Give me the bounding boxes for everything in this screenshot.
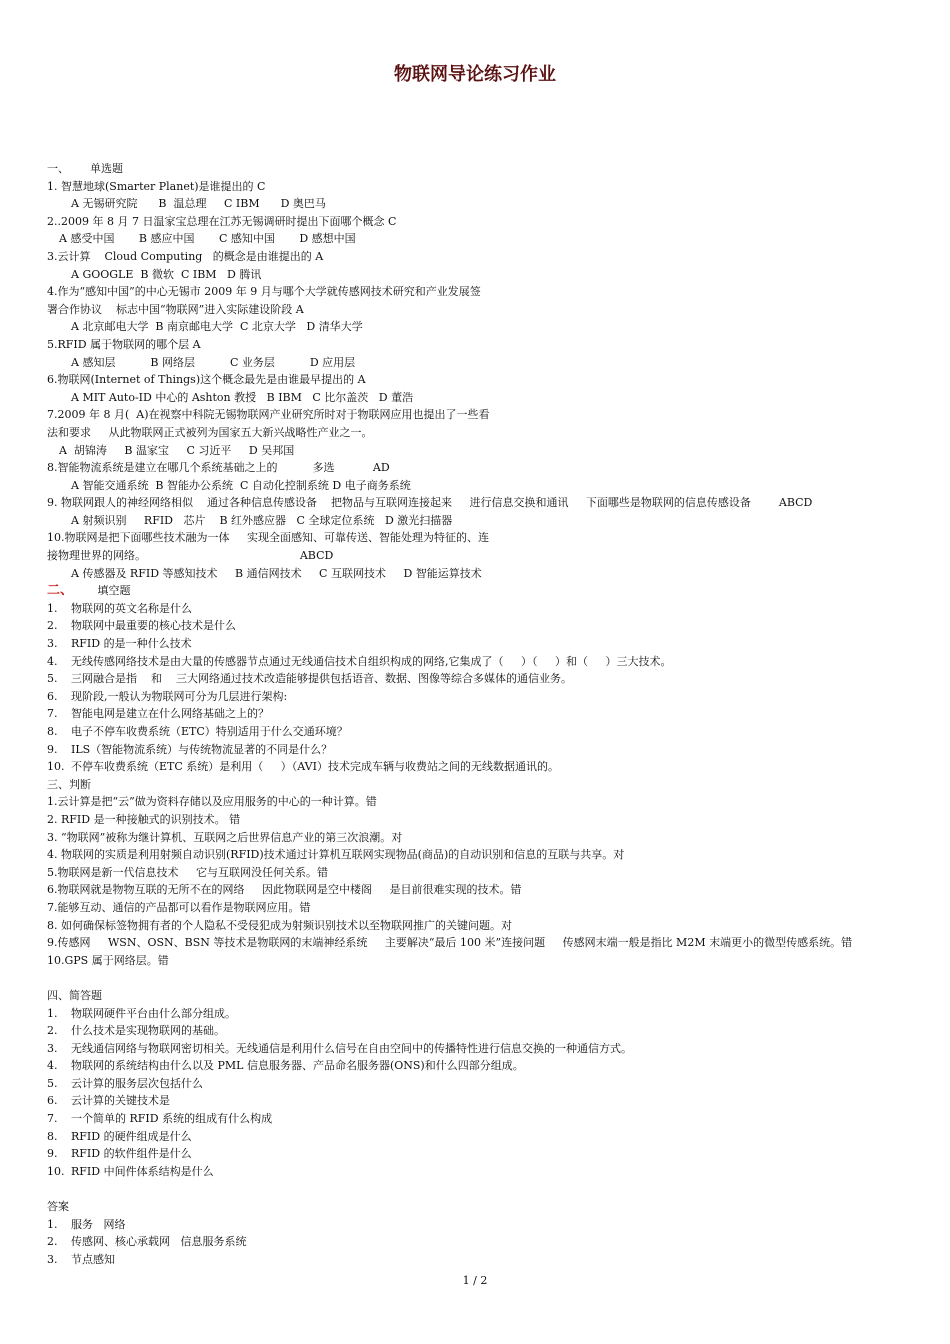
- fill-item: 4. 无线传感网络技术是由大量的传感器节点通过无线通信技术自组织构成的网络,它集成了（ ）（ ）和（ ）三大技术。: [47, 654, 672, 668]
- question-7-line1: 7.2009 年 8 月( A)在视察中科院无锡物联网产业研究所时对于物联网应用也提出了一些看: [47, 408, 490, 422]
- question-4-line1: 4.作为“感知中国”的中心无锡市 2009 年 9 月与哪个大学就传感网技术研究和产业发展签: [47, 285, 481, 299]
- fill-item: 8. 电子不停车收费系统（ETC）特别适用于什么交通环境？: [47, 725, 348, 738]
- question-9-options: A 射频识别 RFID 芯片 B 红外感应器 C 全球定位系统 D 激光扫描器: [71, 513, 453, 527]
- answers-header: 答案: [47, 1200, 69, 1214]
- judge-item: 7.能够互动、通信的产品都可以看作是物联网应用。错: [47, 900, 311, 914]
- question-5-options: A 感知层 B 网络层 C 业务层 D 应用层: [71, 355, 356, 369]
- question-8: 8.智能物流系统是建立在哪几个系统基础之上的 多选 AD: [47, 461, 390, 475]
- short-answer-item: 4. 物联网的系统结构由什么以及 PML 信息服务器、产品命名服务器(ONS)和什么四部分组成。: [47, 1059, 524, 1073]
- question-10-line2: 接物理世界的网络。 ABCD: [47, 549, 334, 563]
- fill-item: 6. 现阶段,一般认为物联网可分为几层进行架构:: [47, 689, 288, 703]
- question-2: 2..2009 年 8 月 7 日温家宝总理在江苏无锡调研时提出下面哪个概念 C: [47, 214, 397, 228]
- judge-item: 9.传感网 WSN、OSN、BSN 等技术是物联网的末端神经系统 主要解决“最后 100 米”连接问题 传感网末端一般是指比 M2M 末端更小的微型传感系统。错: [47, 936, 853, 950]
- spacer: [47, 1180, 927, 1198]
- spacer: [47, 969, 927, 987]
- page-title: 物联网导论练习作业: [394, 64, 556, 85]
- section-2-mark: 二、: [47, 583, 74, 599]
- question-8-options: A 智能交通系统 B 智能办公系统 C 自动化控制系统 D 电子商务系统: [71, 478, 411, 492]
- judge-item: 2. RFID 是一种接触式的识别技术。 错: [47, 812, 241, 826]
- section-4-header: 四、简答题: [47, 988, 102, 1002]
- question-1-options: A 无锡研究院 B 温总理 C IBM D 奥巴马: [71, 197, 326, 211]
- short-answer-item: 2. 什么技术是实现物联网的基础。: [47, 1024, 225, 1038]
- judge-item: 8. 如何确保标签物拥有者的个人隐私不受侵犯成为射频识别技术以至物联网推广的关键问题。对: [47, 918, 512, 932]
- question-3: 3.云计算 Cloud Computing 的概念是由谁提出的 A: [47, 249, 324, 263]
- fill-item: 9. ILS（智能物流系统）与传统物流显著的不同是什么？: [47, 742, 333, 756]
- fill-item: 2. 物联网中最重要的核心技术是什么: [47, 619, 236, 633]
- question-4-options: A 北京邮电大学 B 南京邮电大学 C 北京大学 D 清华大学: [71, 320, 363, 334]
- judge-item: 5.物联网是新一代信息技术 它与互联网没任何关系。错: [47, 865, 328, 879]
- section-2-header: [47, 582, 927, 600]
- answer-item: 2. 传感网、核心承载网 信息服务系统: [47, 1235, 247, 1249]
- answer-item: 1. 服务 网络: [47, 1217, 126, 1231]
- short-answer-item: 10. RFID 中间件体系结构是什么: [47, 1164, 214, 1178]
- question-5: 5.RFID 属于物联网的哪个层 A: [47, 337, 201, 351]
- fill-item: 1. 物联网的英文名称是什么: [47, 601, 192, 615]
- short-answer-item: 6. 云计算的关键技术是: [47, 1094, 170, 1108]
- question-7-line2: 法和要求 从此物联网正式被列为国家五大新兴战略性产业之一。: [47, 425, 373, 439]
- short-answer-item: 8. RFID 的硬件组成是什么: [47, 1129, 192, 1143]
- judge-item: 1.云计算是把“云”做为资料存储以及应用服务的中心的一种计算。错: [47, 795, 377, 809]
- question-2-options: A 感受中国 B 感应中国 C 感知中国 D 感想中国: [59, 232, 356, 246]
- short-answer-item: 5. 云计算的服务层次包括什么: [47, 1076, 203, 1090]
- short-answer-item: 9. RFID 的软件组件是什么: [47, 1147, 192, 1161]
- judge-item: 10.GPS 属于网络层。错: [47, 953, 169, 967]
- short-answer-item: 3. 无线通信网络与物联网密切相关。无线通信是利用什么信号在自由空间中的传播特性进行信息交换的一种通信方式。: [47, 1041, 632, 1055]
- question-6-options: A MIT Auto-ID 中心的 Ashton 教授 B IBM C 比尔盖茨 D 董浩: [71, 390, 414, 404]
- judge-item: 6.物联网就是物物互联的无所不在的网络 因此物联网是空中楼阁 是目前很难实现的技术。错: [47, 883, 522, 897]
- short-answer-item: 1. 物联网硬件平台由什么部分组成。: [47, 1006, 236, 1020]
- short-answer-item: 7. 一个简单的 RFID 系统的组成有什么构成: [47, 1112, 273, 1126]
- question-1: 1. 智慧地球(Smarter Planet)是谁提出的 C: [47, 179, 266, 193]
- fill-item: 10. 不停车收费系统（ETC 系统）是利用（ ）（AVI）技术完成车辆与收费站之间的无线数据通讯的。: [47, 760, 559, 774]
- fill-item: 5. 三网融合是指 和 三大网络通过技术改造能够提供包括语音、数据、图像等综合多媒体的通信业务。: [47, 672, 572, 686]
- fill-item: 7. 智能电网是建立在什么网络基础之上的？: [47, 707, 269, 721]
- judge-item: 4. 物联网的实质是利用射频自动识别(RFID)技术通过计算机互联网实现物品(商品)的自动识别和信息的互联与共享。对: [47, 848, 625, 862]
- section-3-header: 三、判断: [47, 777, 91, 791]
- judge-item: 3. “物联网”被称为继计算机、互联网之后世界信息产业的第三次浪潮。对: [47, 830, 403, 844]
- section-2-label: 填空题: [97, 584, 131, 598]
- question-10-line1: 10.物联网是把下面哪些技术融为一体 实现全面感知、可靠传送、智能处理为特征的、连: [47, 531, 489, 545]
- fill-item: 3. RFID 的是一种什么技术: [47, 637, 192, 651]
- question-6: 6.物联网(Internet of Things)这个概念最先是由谁最早提出的 A: [47, 373, 366, 387]
- question-4-line2: 署合作协议 标志中国“物联网”进入实际建设阶段 A: [47, 302, 304, 316]
- answer-item: 3. 节点感知: [47, 1252, 115, 1266]
- question-3-options: A GOOGLE B 微软 C IBM D 腾讯: [71, 267, 262, 281]
- section-1-header: 一、 单选题: [47, 162, 123, 175]
- page-number: 1 / 2: [462, 1274, 488, 1287]
- document-body: [47, 160, 927, 1268]
- question-7-options: A 胡锦涛 B 温家宝 C 习近平 D 吴邦国: [59, 443, 295, 457]
- question-9: 9. 物联网跟人的神经网络相似 通过各种信息传感设备 把物品与互联网连接起来 进行信息交换和通讯 下面哪些是物联网的信息传感设备 ABCD: [47, 496, 813, 510]
- question-10-options: A 传感器及 RFID 等感知技术 B 通信网技术 C 互联网技术 D 智能运算技术: [71, 566, 482, 580]
